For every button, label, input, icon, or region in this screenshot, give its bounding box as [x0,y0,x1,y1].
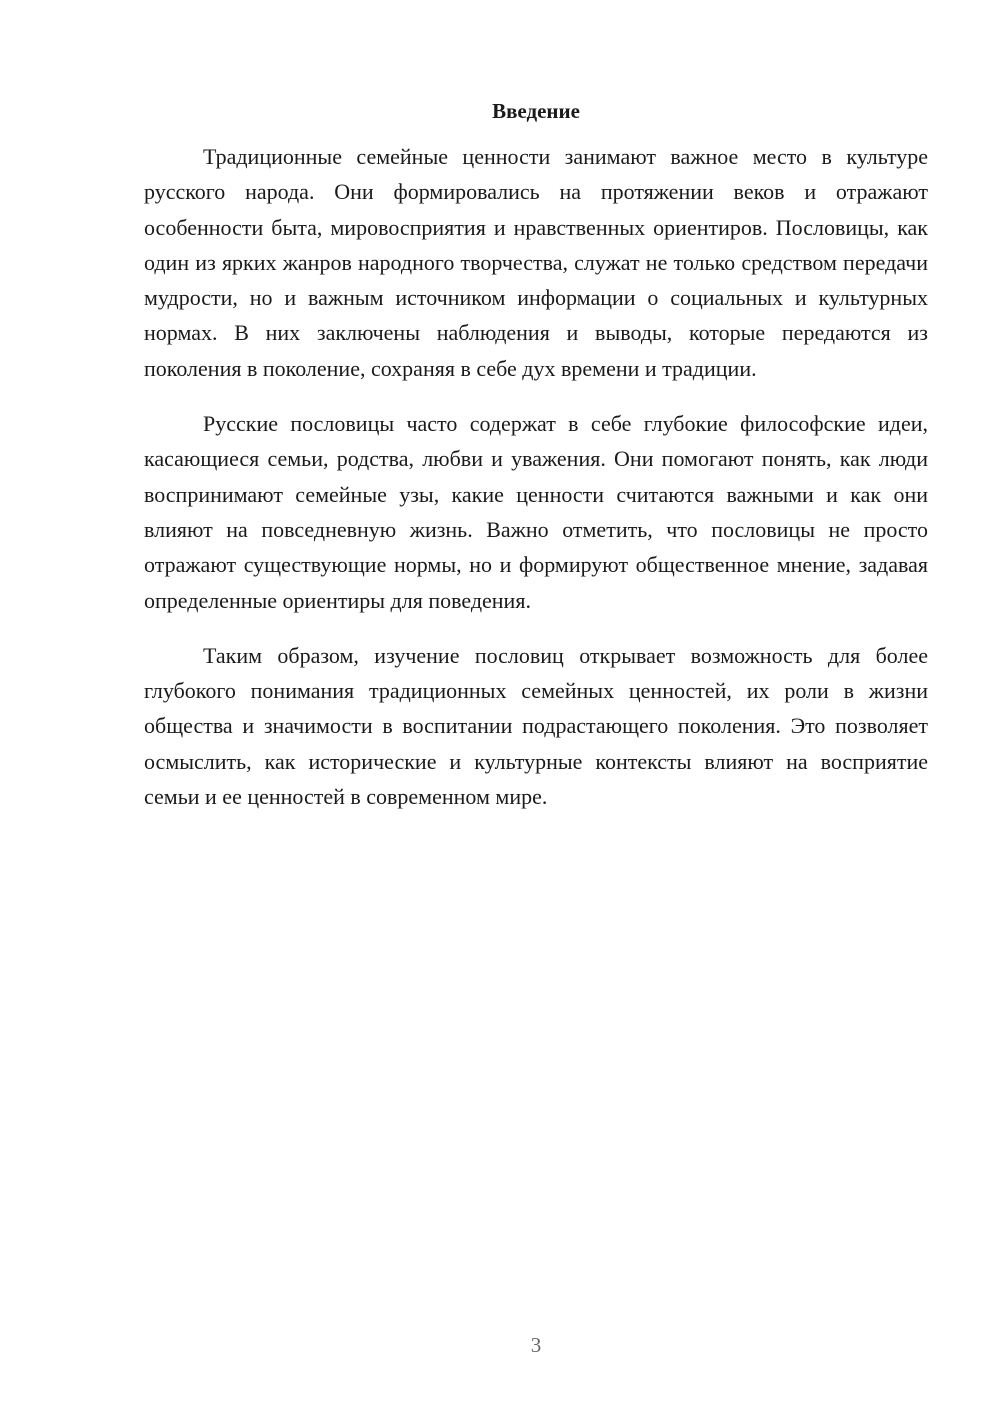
section-title: Введение [492,99,580,123]
paragraph-3: Таким образом, изучение пословиц открывает возможность для более глубокого понимания традиционных семейных ценностей, их роли в жизни общества и значимости в воспитании подрастающего поколения. Это позволяет осмыслить, как исторические и культурные контексты влияют на восприятие семьи и ее ценностей в современном мире. [144,642,928,810]
document-body [144,96,928,834]
page-number: 3 [530,1333,542,1357]
paragraph-2: Русские пословицы часто содержат в себе глубокие философские идеи, касающиеся семьи, родства, любви и уважения. Они помогают понять, как люди воспринимают семейные узы, какие ценности считаются важными и как они влияют на повседневную жизнь. Важно отметить, что пословицы не просто отражают существующие нормы, но и формируют общественное мнение, задавая определенные ориентиры для поведения. [144,411,928,613]
paragraph-1: Традиционные семейные ценности занимают важное место в культуре русского народа. Они формировались на протяжении веков и отражают особенности быта, мировосприятия и нравственных ориентиров. Пословицы, как один из ярких жанров народного творчества, служат не только средством передачи мудрости, но и важным источником информации о социальных и культурных нормах. В них заключены наблюдения и выводы, которые передаются из поколения в поколение, сохраняя в себе дух времени и традиции. [144,144,928,381]
